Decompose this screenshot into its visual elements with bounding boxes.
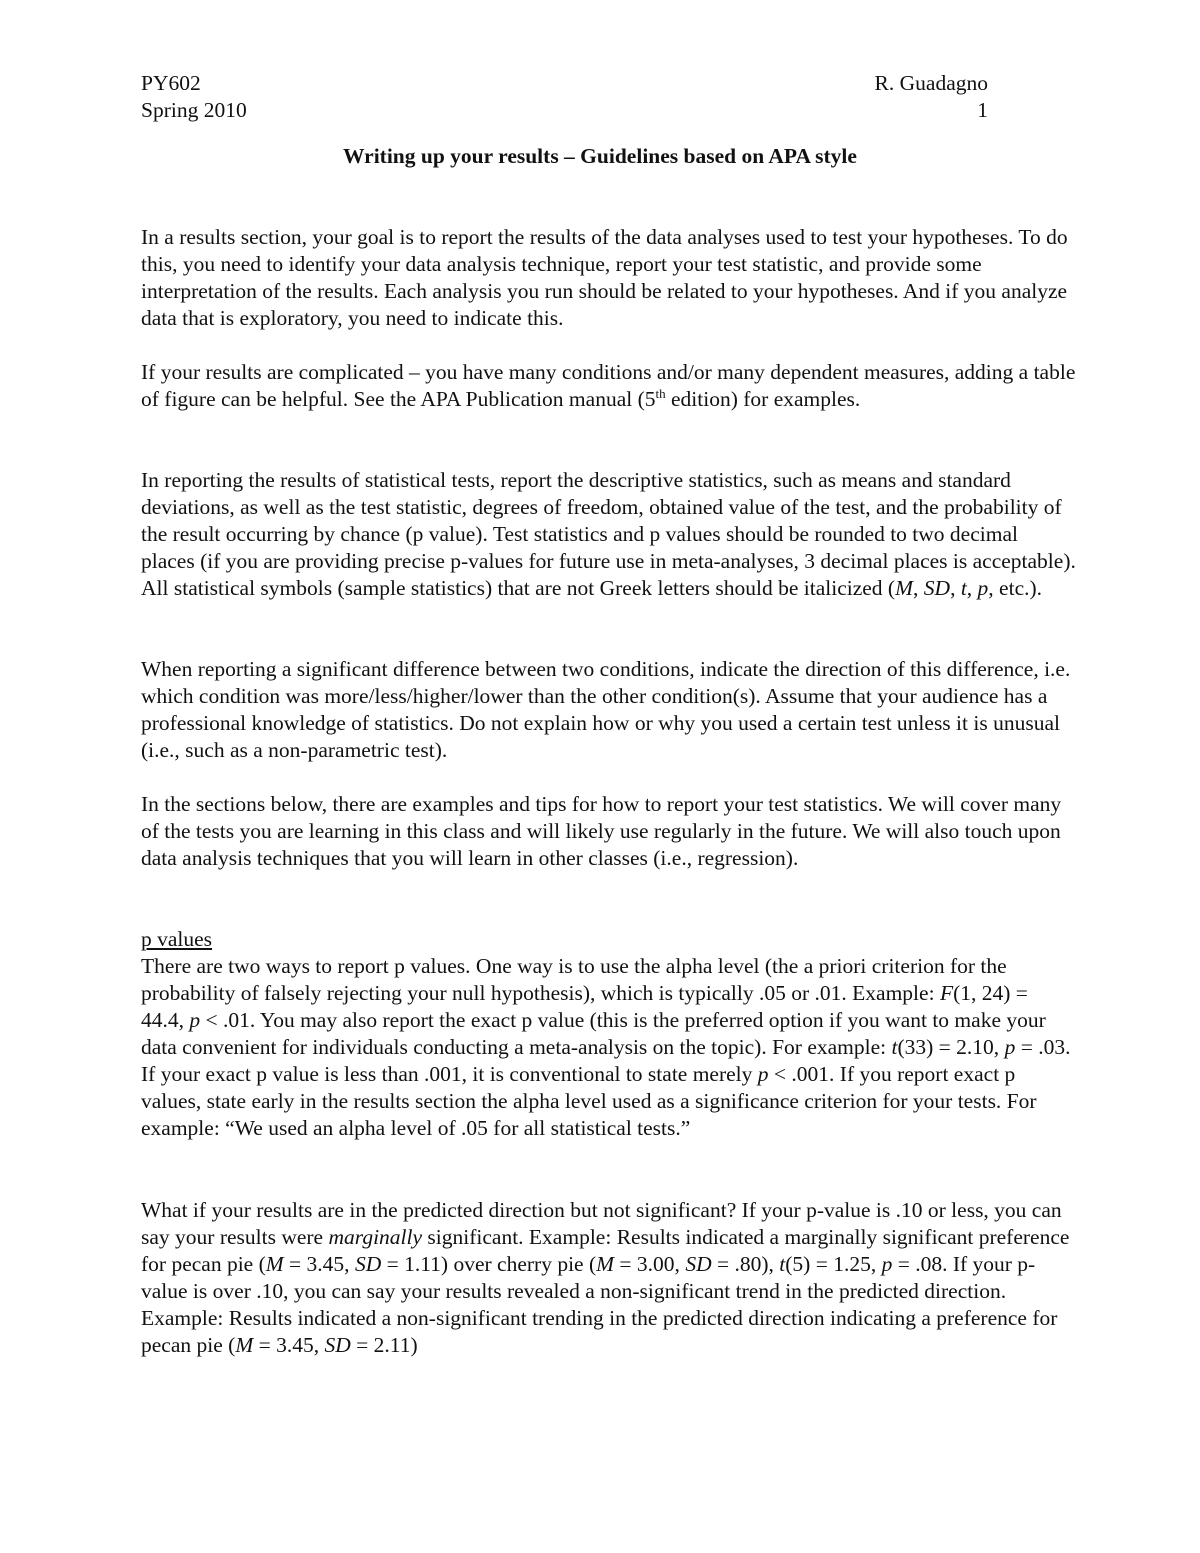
paragraph-significant-difference-text: When reporting a significant difference between two conditions, indicate the direction of this difference, i.e. which condition was more/less/higher/lower than the other condition(s). Assume that your audience has a professional knowledge of statistics. Do not explain how or why you used a certain test unless it is unusual (i.e., such as a non-parametric test). xyxy=(141,657,1071,762)
p-values-text: (33) = 2.10, xyxy=(897,1035,1005,1059)
symbol-t: t xyxy=(960,576,967,600)
symbol-p: p xyxy=(757,1062,769,1086)
paragraph-significant-difference xyxy=(141,656,1076,764)
not-significant-text: What if your results are in the predicted direction but not significant? If your p-value is .10 or less, you can say your results were xyxy=(141,1198,1062,1249)
symbol-M: M xyxy=(265,1252,284,1276)
symbol-t: t xyxy=(891,1035,898,1059)
not-significant-text: = 3.45, xyxy=(253,1333,325,1357)
not-significant-text: (5) = 1.25, xyxy=(785,1252,882,1276)
p-values-text: < .001. If you report exact p values, state early in the results section the alpha level used as a significance criterion for your tests. For example: “We used an alpha level of .05 for all statistical tests.” xyxy=(141,1062,1037,1140)
not-significant-text: = 2.11) xyxy=(350,1333,418,1357)
paragraph-complicated-text-end: edition) for examples. xyxy=(665,387,861,411)
paragraph-complicated xyxy=(141,359,1076,413)
paragraph-intro-text: In a results section, your goal is to report the results of the data analyses used to test your hypotheses. To do this, you need to identify your data analysis technique, report your test statistic, and provide some interpretation of the results. Each analysis you run should be related to your hypotheses. And if you analyze data that is exploratory, you need to indicate this. xyxy=(141,225,1068,330)
symbol-t: t xyxy=(779,1252,786,1276)
separator: , xyxy=(966,576,978,600)
symbol-p: p xyxy=(189,1008,201,1032)
not-significant-text: = .08. If your p-value is over .10, you can say your results revealed a non-significant trend in the predicted direction. Example: Results indicated a non-significant trending in the predicted direction indicating a preference for pecan pie ( xyxy=(141,1252,1058,1357)
symbol-p: p xyxy=(1004,1035,1016,1059)
p-values-text: < .01. You may also report the exact p value (this is the preferred option if you want to make your data convenient for individuals conducting a meta-analysis on the topic). For example: xyxy=(141,1008,1046,1059)
not-significant-text: = .80), xyxy=(711,1252,780,1276)
term: Spring 2010 xyxy=(141,98,247,122)
p-values-text: = .03. If your exact p value is less than .001, it is conventional to state merely xyxy=(141,1035,1071,1086)
not-significant-text: = 3.45, xyxy=(283,1252,355,1276)
paragraph-not-significant xyxy=(141,1197,1076,1359)
symbol-SD: SD xyxy=(354,1252,382,1276)
paragraph-reporting-text: In reporting the results of statistical tests, report the descriptive statistics, such as means and standard deviations, as well as the test statistic, degrees of freedom, obtained value of the test, and the probability of the result occurring by chance (p value). Test statistics and p values should be rounded to two decimal places (if you are providing precise p-values for future use in meta-analyses, 3 decimal places is acceptable). All statistical symbols (sample statistics) that are not Greek letters should be italicized ( xyxy=(141,468,1076,600)
superscript-th: th xyxy=(655,386,666,401)
symbol-F: F xyxy=(939,981,954,1005)
paragraph-complicated-text: If your results are complicated – you have many conditions and/or many dependent measures, adding a table of figure can be helpful. See the APA Publication manual (5 xyxy=(141,360,1076,411)
symbol-M: M xyxy=(596,1252,615,1276)
paragraph-intro xyxy=(141,224,1076,332)
symbol-M: M xyxy=(895,576,914,600)
not-significant-text: = 1.11) over cherry pie ( xyxy=(381,1252,597,1276)
symbol-p: p xyxy=(977,576,989,600)
symbol-SD: SD xyxy=(923,576,951,600)
document-title: Writing up your results – Guidelines based on APA style xyxy=(343,144,857,168)
p-values-text: There are two ways to report p values. One way is to use the alpha level (the a priori criterion for the probability of falsely rejecting your null hypothesis), which is typically .05 or .01. Example: xyxy=(141,954,1007,1005)
section-p-values xyxy=(141,926,1076,1142)
not-significant-text: = 3.00, xyxy=(614,1252,686,1276)
emphasis-marginally: marginally xyxy=(328,1225,423,1249)
separator: , xyxy=(913,576,924,600)
symbol-M: M xyxy=(235,1333,254,1357)
section-heading-p-values: p values xyxy=(141,927,213,951)
symbol-p: p xyxy=(881,1252,893,1276)
author-name: R. Guadagno xyxy=(874,71,988,95)
not-significant-text: significant. Example: Results indicated a marginally significant preference for pecan pie ( xyxy=(141,1225,1070,1276)
symbol-SD: SD xyxy=(324,1333,351,1357)
paragraph-reporting-text-end: , etc.). xyxy=(988,576,1043,600)
paragraph-sections-below-text: In the sections below, there are examples and tips for how to report your test statistics. We will cover many of the tests you are learning in this class and will likely use regularly in the future. We will also touch upon data analysis techniques that you will learn in other classes (i.e., regression). xyxy=(141,792,1062,870)
paragraph-reporting xyxy=(141,467,1076,602)
paragraph-sections-below xyxy=(141,791,1076,872)
p-values-text: (1, 24) = 44.4, xyxy=(141,981,1028,1032)
page-number: 1 xyxy=(977,98,988,122)
course-code: PY602 xyxy=(141,71,201,95)
separator: , xyxy=(950,576,961,600)
symbol-SD: SD xyxy=(685,1252,712,1276)
